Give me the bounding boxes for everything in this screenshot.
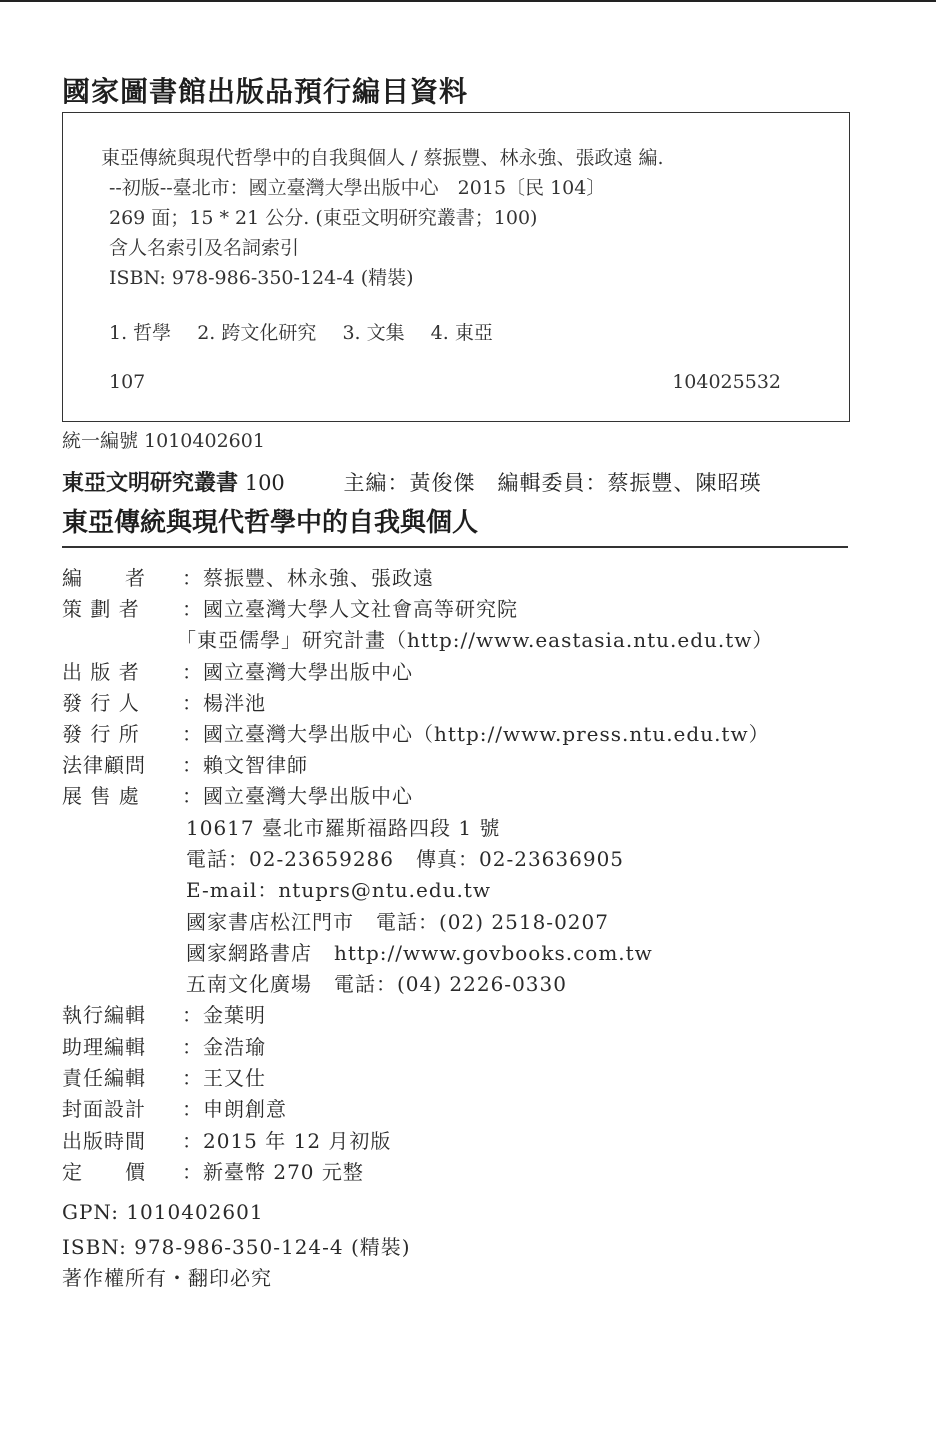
info-separator: ： xyxy=(182,1003,203,1027)
info-value: 國立臺灣大學人文社會高等研究院 xyxy=(203,597,518,621)
info-value: 國立臺灣大學出版中心（http://www.press.ntu.edu.tw） xyxy=(203,722,770,746)
store-name: 五南文化廣場 xyxy=(186,972,312,996)
cip-isbn-line: ISBN: 978-986-350-124-4 (精裝) xyxy=(109,267,414,289)
info-separator: ： xyxy=(182,566,203,590)
series-name: 東亞文明研究叢書 xyxy=(62,470,239,496)
cip-subject: 1. 哲學 xyxy=(109,322,172,344)
info-value: 賴文智律師 xyxy=(203,753,308,777)
info-separator: ： xyxy=(182,1035,203,1059)
info-separator: ： xyxy=(182,660,203,684)
info-distributor xyxy=(62,718,770,747)
info-separator: ： xyxy=(182,691,203,715)
info-assistant-editor xyxy=(62,1031,266,1060)
info-label: 執行編輯 xyxy=(62,1003,146,1027)
info-label: 責任編輯 xyxy=(62,1066,146,1090)
info-separator: ： xyxy=(182,1160,203,1184)
info-separator: ： xyxy=(182,1097,203,1121)
sales-address: 10617 臺北市羅斯福路四段 1 號 xyxy=(186,816,501,840)
info-separator: ： xyxy=(182,784,203,808)
info-label: 出版時間 xyxy=(62,1129,146,1153)
info-label: 定 價 xyxy=(62,1160,146,1184)
cip-subjects xyxy=(109,318,513,345)
sales-phone-fax xyxy=(186,843,624,872)
info-issuer xyxy=(62,687,266,716)
gpn-line: GPN: 1010402601 xyxy=(62,1200,264,1224)
catalog-number: 統一編號 1010402601 xyxy=(62,430,265,452)
info-publication-date xyxy=(62,1125,391,1154)
info-label: 發 行 所 xyxy=(62,722,140,746)
cip-subject: 3. 文集 xyxy=(342,322,405,344)
title-divider xyxy=(62,546,848,548)
info-value: 蔡振豐、林永強、張政遠 xyxy=(203,566,434,590)
store-url: http://www.govbooks.com.tw xyxy=(334,941,653,965)
info-label: 發 行 人 xyxy=(62,691,140,715)
sales-tel: 電話：02-23659286 xyxy=(186,847,395,871)
info-value: 楊泮池 xyxy=(203,691,266,715)
book-title: 東亞傳統與現代哲學中的自我與個人 xyxy=(62,508,479,538)
cip-title-line: 東亞傳統與現代哲學中的自我與個人 / 蔡振豐、林永強、張政遠 編. xyxy=(101,147,664,169)
isbn-line: ISBN: 978-986-350-124-4 (精裝) xyxy=(62,1235,411,1259)
info-value: 申朗創意 xyxy=(203,1097,287,1121)
info-label: 出 版 者 xyxy=(62,660,140,684)
info-separator: ： xyxy=(182,1129,203,1153)
store-tel: 電話：(02) 2518-0207 xyxy=(376,910,609,934)
store-songjiang xyxy=(186,906,609,935)
info-legal-counsel xyxy=(62,749,308,778)
info-value: 王又仕 xyxy=(203,1066,266,1090)
store-name: 國家書店松江門市 xyxy=(186,910,354,934)
info-value: 國立臺灣大學出版中心 xyxy=(203,784,413,808)
series-number: 100 xyxy=(244,471,285,495)
info-planner xyxy=(62,593,518,622)
info-label: 助理編輯 xyxy=(62,1035,146,1059)
top-border-rule xyxy=(0,0,936,2)
series-editors: 主編：黃俊傑 編輯委員：蔡振豐、陳昭瑛 xyxy=(343,471,762,495)
info-editor xyxy=(62,562,434,591)
info-label: 展 售 處 xyxy=(62,784,140,808)
planner-project: 「東亞儒學」研究計畫（http://www.eastasia.ntu.edu.tw） xyxy=(176,628,774,652)
info-label: 編 者 xyxy=(62,566,146,590)
cip-class-number: 107 xyxy=(109,371,146,393)
cip-record-number: 104025532 xyxy=(672,371,781,393)
cip-physical-line: 269 面；15 * 21 公分. (東亞文明研究叢書；100) xyxy=(109,207,538,229)
info-label: 策 劃 者 xyxy=(62,597,140,621)
info-cover-design xyxy=(62,1093,287,1122)
info-value: 金浩瑜 xyxy=(203,1035,266,1059)
sales-email: E-mail：ntuprs@ntu.edu.tw xyxy=(186,878,492,902)
info-separator: ： xyxy=(182,753,203,777)
info-price xyxy=(62,1156,364,1185)
series-line xyxy=(62,466,761,497)
cip-subject: 4. 東亞 xyxy=(430,322,493,344)
cip-heading: 國家圖書館出版品預行編目資料 xyxy=(62,75,469,108)
cip-edition-line: --初版--臺北市：國立臺灣大學出版中心 2015〔民 104〕 xyxy=(109,177,606,199)
info-separator: ： xyxy=(182,722,203,746)
cip-index-note: 含人名索引及名詞索引 xyxy=(109,237,300,259)
store-wunan xyxy=(186,968,567,997)
info-publisher xyxy=(62,656,413,685)
info-value: 金葉明 xyxy=(203,1003,266,1027)
info-responsible-editor xyxy=(62,1062,266,1091)
info-separator: ： xyxy=(182,597,203,621)
sales-fax: 傳真：02-23636905 xyxy=(416,847,625,871)
store-tel: 電話：(04) 2226-0330 xyxy=(334,972,567,996)
copyright-notice: 著作權所有・翻印必究 xyxy=(62,1266,272,1290)
info-label: 法律顧問 xyxy=(62,753,146,777)
info-value: 新臺幣 270 元整 xyxy=(203,1160,364,1184)
cip-record-box xyxy=(62,112,850,422)
store-name: 國家網路書店 xyxy=(186,941,312,965)
info-sales-outlet xyxy=(62,780,413,809)
store-online xyxy=(186,937,653,966)
info-value: 國立臺灣大學出版中心 xyxy=(203,660,413,684)
info-executive-editor xyxy=(62,999,266,1028)
info-label: 封面設計 xyxy=(62,1097,146,1121)
info-separator: ： xyxy=(182,1066,203,1090)
cip-subject: 2. 跨文化研究 xyxy=(197,322,317,344)
info-value: 2015 年 12 月初版 xyxy=(203,1129,392,1153)
